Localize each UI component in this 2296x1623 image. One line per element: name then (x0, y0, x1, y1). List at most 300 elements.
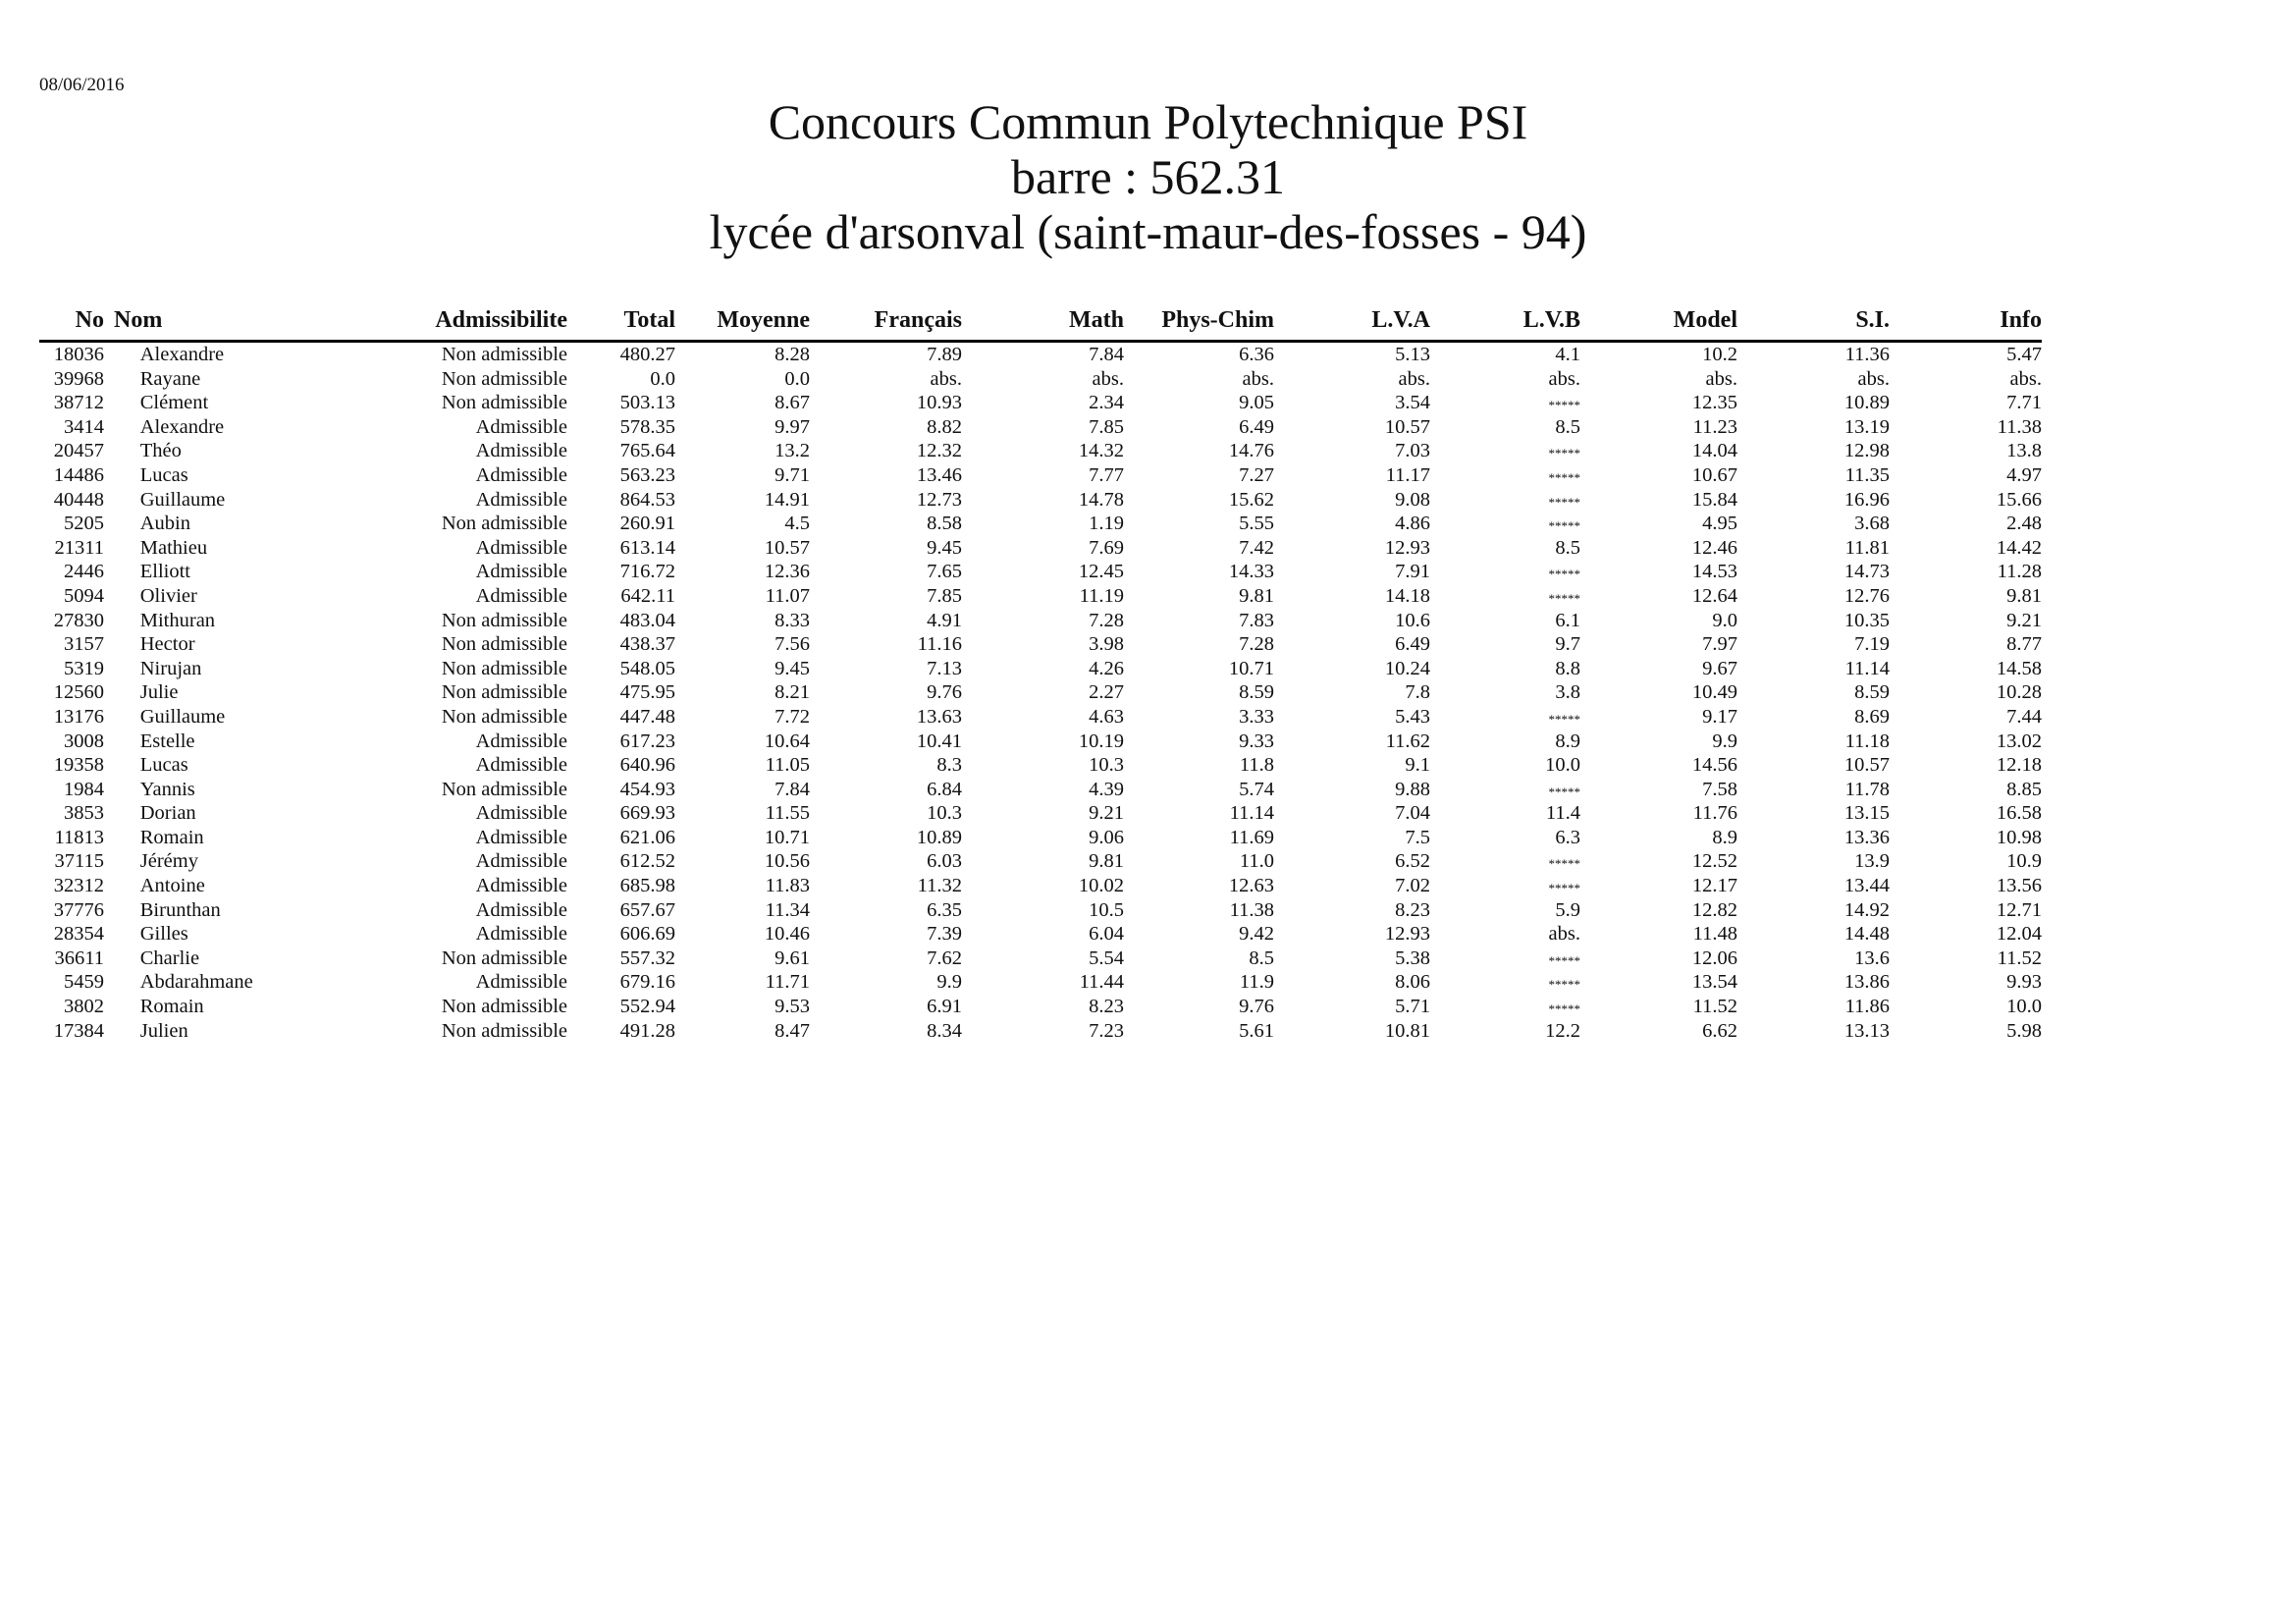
cell-no: 32312 (53, 875, 104, 897)
cell-info: 13.8 (2006, 440, 2042, 462)
cell-phys-chim: 5.55 (1239, 513, 1274, 535)
cell-nom: Mithuran (116, 609, 361, 633)
cell-info: 9.21 (2006, 609, 2042, 631)
table-row (39, 995, 2042, 1019)
cell-info: 12.71 (1996, 898, 2042, 921)
cell-admissibilite: Admissible (475, 730, 567, 752)
cell-no: 18036 (53, 344, 104, 365)
table-row (39, 753, 2042, 778)
cell-model: 15.84 (1691, 488, 1737, 511)
cell-si: 13.19 (1843, 415, 1890, 438)
cell-math: 7.23 (1089, 1019, 1124, 1042)
cell-lva: 7.04 (1395, 802, 1430, 825)
cell-model: 12.52 (1691, 850, 1737, 873)
cell-francais: 7.85 (927, 584, 962, 607)
cell-phys-chim: abs. (1242, 367, 1274, 390)
cell-lva: 12.93 (1384, 923, 1430, 946)
redacted-surname (116, 464, 140, 486)
cell-math: 11.19 (1079, 584, 1124, 607)
cell-phys-chim: 11.69 (1229, 826, 1274, 848)
cell-model: 9.0 (1712, 609, 1737, 631)
cell-moyenne: 8.28 (774, 344, 810, 365)
cell-francais: 8.3 (936, 754, 962, 777)
cell-admissibilite: Non admissible (441, 996, 567, 1018)
cell-lva: 9.08 (1395, 488, 1430, 511)
cell-total: 864.53 (619, 488, 675, 511)
column-header-model: Model (1673, 307, 1737, 333)
cell-francais: 4.91 (927, 609, 962, 631)
cell-no: 21311 (54, 536, 104, 559)
cell-lvb: ***** (1548, 1001, 1580, 1017)
cell-moyenne: 8.47 (774, 1019, 810, 1042)
column-header-lvb: L.V.B (1522, 307, 1580, 333)
cell-lvb: 3.8 (1555, 681, 1580, 704)
cell-nom: Estelle (116, 730, 361, 754)
cell-lvb: 8.5 (1555, 536, 1580, 559)
cell-lva: 11.17 (1385, 463, 1430, 486)
cell-francais: 11.16 (917, 633, 962, 656)
cell-no: 27830 (53, 609, 104, 631)
cell-francais: 13.46 (916, 463, 962, 486)
cell-lvb: 10.0 (1545, 754, 1580, 777)
table-row (39, 632, 2042, 657)
cell-admissibilite: Admissible (475, 923, 567, 946)
cell-lvb: 8.5 (1555, 415, 1580, 438)
cell-phys-chim: 7.42 (1239, 536, 1274, 559)
cell-moyenne: 7.84 (774, 778, 810, 800)
cell-francais: 7.62 (927, 947, 962, 969)
cell-math: 9.21 (1089, 802, 1124, 825)
cell-lvb: 8.9 (1555, 730, 1580, 752)
table-row (39, 367, 2042, 392)
cell-nom: Gilles (116, 922, 361, 947)
cell-model: 12.82 (1691, 898, 1737, 921)
cell-lvb: ***** (1548, 398, 1580, 413)
table-row (39, 609, 2042, 633)
cell-model: 12.46 (1691, 536, 1737, 559)
cell-info: 10.28 (1996, 681, 2042, 704)
cell-math: 14.32 (1078, 440, 1124, 462)
cell-admissibilite: Admissible (475, 561, 567, 583)
cell-no: 13176 (53, 705, 104, 728)
cell-francais: 11.32 (917, 875, 962, 897)
cell-phys-chim: 5.61 (1239, 1019, 1274, 1042)
cell-moyenne: 10.71 (764, 826, 810, 848)
cell-phys-chim: 10.71 (1228, 657, 1274, 679)
table-row (39, 657, 2042, 681)
column-header-lva: L.V.A (1371, 307, 1430, 333)
cell-si: 13.9 (1854, 850, 1890, 873)
cell-nom: Elliott (116, 560, 361, 584)
cell-no: 2446 (64, 561, 104, 583)
cell-total: 679.16 (619, 971, 675, 994)
redacted-surname (116, 368, 140, 390)
cell-total: 657.67 (619, 898, 675, 921)
cell-total: 578.35 (619, 415, 675, 438)
cell-lvb: ***** (1548, 711, 1580, 727)
cell-lva: 7.91 (1395, 561, 1430, 583)
cell-model: 12.06 (1691, 947, 1737, 969)
cell-model: 8.9 (1712, 826, 1737, 848)
cell-si: 3.68 (1854, 513, 1890, 535)
cell-math: 7.84 (1089, 344, 1124, 365)
cell-info: 11.52 (1997, 947, 2042, 969)
cell-math: 4.39 (1089, 778, 1124, 800)
cell-nom: Julie (116, 680, 361, 705)
cell-phys-chim: 14.76 (1228, 440, 1274, 462)
table-row (39, 584, 2042, 609)
column-header-moyenne: Moyenne (717, 307, 810, 333)
cell-si: 12.76 (1843, 584, 1890, 607)
cell-nom: Dorian (116, 801, 361, 826)
cell-lvb: ***** (1548, 446, 1580, 461)
table-row (39, 680, 2042, 705)
cell-math: 7.85 (1089, 415, 1124, 438)
cell-no: 3157 (64, 633, 104, 656)
cell-francais: 7.89 (927, 344, 962, 365)
cell-admissibilite: Admissible (475, 850, 567, 873)
cell-francais: 10.93 (916, 392, 962, 414)
cell-model: 14.04 (1691, 440, 1737, 462)
cell-lva: 14.18 (1384, 584, 1430, 607)
cell-nom: Olivier (116, 584, 361, 609)
cell-moyenne: 8.21 (774, 681, 810, 704)
cell-model: 13.54 (1691, 971, 1737, 994)
cell-moyenne: 8.67 (774, 392, 810, 414)
column-header-nom: Nom (114, 307, 163, 333)
cell-info: 8.77 (2006, 633, 2042, 656)
table-row (39, 512, 2042, 536)
cell-lvb: ***** (1548, 567, 1580, 582)
cell-lvb: 6.3 (1555, 826, 1580, 848)
cell-model: 12.64 (1691, 584, 1737, 607)
cell-lvb: 5.9 (1555, 898, 1580, 921)
cell-si: 16.96 (1843, 488, 1890, 511)
cell-info: 10.9 (2006, 850, 2042, 873)
cell-total: 0.0 (650, 367, 675, 390)
table-row (39, 705, 2042, 730)
cell-model: 7.97 (1702, 633, 1737, 656)
redacted-surname (116, 923, 140, 945)
cell-nom: Birunthan (116, 898, 361, 923)
cell-admissibilite: Non admissible (441, 657, 567, 679)
cell-nom: Abdarahmane (116, 970, 361, 995)
cell-info: 8.85 (2006, 778, 2042, 800)
cell-info: 7.44 (2006, 705, 2042, 728)
cell-no: 20457 (53, 440, 104, 462)
cell-info: 9.81 (2006, 584, 2042, 607)
cell-total: 480.27 (619, 344, 675, 365)
table-row (39, 439, 2042, 463)
cell-si: 13.86 (1843, 971, 1890, 994)
page-title: Concours Commun Polytechnique PSI (768, 94, 1528, 149)
cell-nom: Lucas (116, 463, 361, 488)
cell-moyenne: 0.0 (784, 367, 810, 390)
cell-moyenne: 11.34 (765, 898, 810, 921)
cell-lvb: ***** (1548, 977, 1580, 993)
cell-phys-chim: 11.14 (1229, 802, 1274, 825)
cell-model: 14.53 (1691, 561, 1737, 583)
cell-si: 11.14 (1844, 657, 1890, 679)
cell-lvb: 11.4 (1545, 802, 1580, 825)
cell-no: 1984 (64, 778, 104, 800)
cell-info: abs. (2009, 367, 2042, 390)
cell-lva: 10.6 (1395, 609, 1430, 631)
cell-lvb: abs. (1548, 923, 1580, 946)
cell-total: 475.95 (619, 681, 675, 704)
cell-math: 6.04 (1089, 923, 1124, 946)
cell-lva: 6.52 (1395, 850, 1430, 873)
cell-lvb: ***** (1548, 856, 1580, 872)
table-row (39, 874, 2042, 898)
cell-moyenne: 11.83 (765, 875, 810, 897)
cell-phys-chim: 9.42 (1239, 923, 1274, 946)
cell-lva: 7.03 (1395, 440, 1430, 462)
cell-no: 37776 (53, 898, 104, 921)
cell-moyenne: 9.71 (774, 463, 810, 486)
cell-no: 38712 (53, 392, 104, 414)
cell-info: 13.02 (1996, 730, 2042, 752)
cell-math: 10.5 (1089, 898, 1124, 921)
cell-admissibilite: Admissible (475, 440, 567, 462)
cell-math: 2.27 (1089, 681, 1124, 704)
redacted-surname (116, 947, 140, 969)
cell-nom: Théo (116, 439, 361, 463)
cell-nom: Guillaume (116, 705, 361, 730)
cell-francais: abs. (930, 367, 962, 390)
cell-info: 10.0 (2006, 996, 2042, 1018)
cell-math: 1.19 (1089, 513, 1124, 535)
cell-phys-chim: 5.74 (1239, 778, 1274, 800)
cell-info: 15.66 (1996, 488, 2042, 511)
cell-model: 6.62 (1702, 1019, 1737, 1042)
cell-phys-chim: 11.8 (1239, 754, 1274, 777)
cell-moyenne: 11.55 (765, 802, 810, 825)
column-header-info: Info (2000, 307, 2042, 333)
cell-math: 8.23 (1089, 996, 1124, 1018)
cell-francais: 6.91 (927, 996, 962, 1018)
cell-phys-chim: 6.36 (1239, 344, 1274, 365)
cell-francais: 7.65 (927, 561, 962, 583)
cell-moyenne: 9.53 (774, 996, 810, 1018)
cell-phys-chim: 9.76 (1239, 996, 1274, 1018)
cell-total: 606.69 (619, 923, 675, 946)
cell-total: 765.64 (619, 440, 675, 462)
cell-moyenne: 10.46 (764, 923, 810, 946)
cell-admissibilite: Non admissible (441, 778, 567, 800)
cell-moyenne: 11.07 (765, 584, 810, 607)
cell-model: 9.67 (1702, 657, 1737, 679)
page-header (0, 94, 2296, 259)
cell-moyenne: 9.97 (774, 415, 810, 438)
table-row (39, 970, 2042, 995)
cell-no: 36611 (54, 947, 104, 969)
cell-nom: Alexandre (116, 343, 361, 367)
cell-model: abs. (1705, 367, 1737, 390)
table-row (39, 947, 2042, 971)
table-row (39, 560, 2042, 584)
cell-admissibilite: Admissible (475, 802, 567, 825)
table-row (39, 730, 2042, 754)
cell-info: 11.38 (1997, 415, 2042, 438)
column-header-phys-chim: Phys-Chim (1161, 307, 1274, 333)
cell-nom: Romain (116, 995, 361, 1019)
cell-nom: Aubin (116, 512, 361, 536)
cell-lvb: ***** (1548, 494, 1580, 510)
cell-admissibilite: Non admissible (441, 392, 567, 414)
cell-model: 11.76 (1692, 802, 1737, 825)
table-row (39, 898, 2042, 923)
cell-si: 13.13 (1843, 1019, 1890, 1042)
table-row (39, 922, 2042, 947)
cell-admissibilite: Non admissible (441, 609, 567, 631)
cell-phys-chim: 11.0 (1239, 850, 1274, 873)
cell-total: 613.14 (619, 536, 675, 559)
cell-lvb: ***** (1548, 590, 1580, 606)
cell-admissibilite: Non admissible (441, 1019, 567, 1042)
cell-info: 14.58 (1996, 657, 2042, 679)
cell-model: 9.9 (1712, 730, 1737, 752)
cell-admissibilite: Non admissible (441, 947, 567, 969)
cell-phys-chim: 9.81 (1239, 584, 1274, 607)
cell-phys-chim: 9.33 (1239, 730, 1274, 752)
cell-admissibilite: Admissible (475, 754, 567, 777)
cell-si: 10.57 (1843, 754, 1890, 777)
cell-total: 447.48 (619, 705, 675, 728)
cell-admissibilite: Non admissible (441, 367, 567, 390)
cell-admissibilite: Admissible (475, 463, 567, 486)
cell-moyenne: 7.72 (774, 705, 810, 728)
cell-total: 642.11 (620, 584, 675, 607)
table-row (39, 778, 2042, 802)
cell-si: 7.19 (1854, 633, 1890, 656)
cell-lva: 8.23 (1395, 898, 1430, 921)
cell-admissibilite: Admissible (475, 875, 567, 897)
cell-moyenne: 9.45 (774, 657, 810, 679)
table-row (39, 488, 2042, 513)
cell-francais: 6.03 (927, 850, 962, 873)
redacted-surname (116, 706, 140, 728)
cell-math: 10.19 (1078, 730, 1124, 752)
cell-math: 10.02 (1078, 875, 1124, 897)
cell-francais: 6.35 (927, 898, 962, 921)
redacted-surname (116, 850, 140, 872)
barre-threshold: barre : 562.31 (1010, 149, 1286, 204)
cell-info: 4.97 (2006, 463, 2042, 486)
cell-no: 37115 (54, 850, 104, 873)
cell-phys-chim: 11.9 (1239, 971, 1274, 994)
cell-model: 14.56 (1691, 754, 1737, 777)
cell-lva: 7.8 (1405, 681, 1430, 704)
cell-info: 10.98 (1996, 826, 2042, 848)
cell-total: 491.28 (619, 1019, 675, 1042)
cell-nom: Romain (116, 826, 361, 850)
redacted-surname (116, 561, 140, 582)
cell-francais: 8.58 (927, 513, 962, 535)
table-row (39, 801, 2042, 826)
cell-si: 14.92 (1843, 898, 1890, 921)
cell-si: 12.98 (1843, 440, 1890, 462)
redacted-surname (116, 633, 140, 655)
cell-moyenne: 13.2 (774, 440, 810, 462)
cell-info: 14.42 (1996, 536, 2042, 559)
cell-math: 5.54 (1089, 947, 1124, 969)
cell-model: 11.48 (1692, 923, 1737, 946)
redacted-surname (116, 537, 140, 559)
cell-info: 12.04 (1996, 923, 2042, 946)
cell-total: 503.13 (619, 392, 675, 414)
cell-lva: 4.86 (1395, 513, 1430, 535)
cell-lva: 10.24 (1384, 657, 1430, 679)
redacted-surname (116, 899, 140, 921)
cell-phys-chim: 12.63 (1228, 875, 1274, 897)
redacted-surname (116, 681, 140, 703)
cell-si: 11.81 (1844, 536, 1890, 559)
cell-no: 11813 (54, 826, 104, 848)
cell-model: 10.49 (1691, 681, 1737, 704)
cell-si: 13.15 (1843, 802, 1890, 825)
redacted-surname (116, 802, 140, 824)
cell-si: abs. (1857, 367, 1890, 390)
cell-lva: 9.1 (1405, 754, 1430, 777)
cell-no: 5319 (64, 657, 104, 679)
redacted-surname (116, 827, 140, 848)
cell-lva: 12.93 (1384, 536, 1430, 559)
cell-math: abs. (1092, 367, 1124, 390)
cell-phys-chim: 15.62 (1228, 488, 1274, 511)
redacted-surname (116, 610, 140, 631)
cell-math: 12.45 (1078, 561, 1124, 583)
cell-si: 11.86 (1844, 996, 1890, 1018)
cell-si: 11.78 (1844, 778, 1890, 800)
cell-francais: 10.89 (916, 826, 962, 848)
cell-lvb: ***** (1548, 518, 1580, 534)
cell-no: 5205 (64, 513, 104, 535)
cell-no: 19358 (53, 754, 104, 777)
redacted-surname (116, 754, 140, 776)
cell-phys-chim: 7.83 (1239, 609, 1274, 631)
cell-math: 4.63 (1089, 705, 1124, 728)
cell-lva: abs. (1398, 367, 1430, 390)
cell-nom: Jérémy (116, 849, 361, 874)
cell-model: 10.67 (1691, 463, 1737, 486)
cell-si: 11.36 (1844, 344, 1890, 365)
cell-moyenne: 7.56 (774, 633, 810, 656)
cell-admissibilite: Non admissible (441, 344, 567, 365)
cell-francais: 12.32 (916, 440, 962, 462)
cell-math: 9.81 (1089, 850, 1124, 873)
cell-admissibilite: Admissible (475, 826, 567, 848)
cell-no: 12560 (53, 681, 104, 704)
cell-total: 454.93 (619, 778, 675, 800)
cell-no: 5459 (64, 971, 104, 994)
cell-total: 685.98 (619, 875, 675, 897)
cell-francais: 10.41 (916, 730, 962, 752)
cell-model: 7.58 (1702, 778, 1737, 800)
cell-francais: 9.76 (927, 681, 962, 704)
cell-no: 17384 (53, 1019, 104, 1042)
cell-si: 11.35 (1844, 463, 1890, 486)
cell-admissibilite: Non admissible (441, 681, 567, 704)
cell-phys-chim: 8.5 (1249, 947, 1274, 969)
redacted-surname (116, 1020, 140, 1042)
cell-math: 7.69 (1089, 536, 1124, 559)
cell-info: 13.56 (1996, 875, 2042, 897)
cell-lvb: 9.7 (1555, 633, 1580, 656)
cell-phys-chim: 7.28 (1239, 633, 1274, 656)
cell-lva: 5.43 (1395, 705, 1430, 728)
cell-lva: 3.54 (1395, 392, 1430, 414)
